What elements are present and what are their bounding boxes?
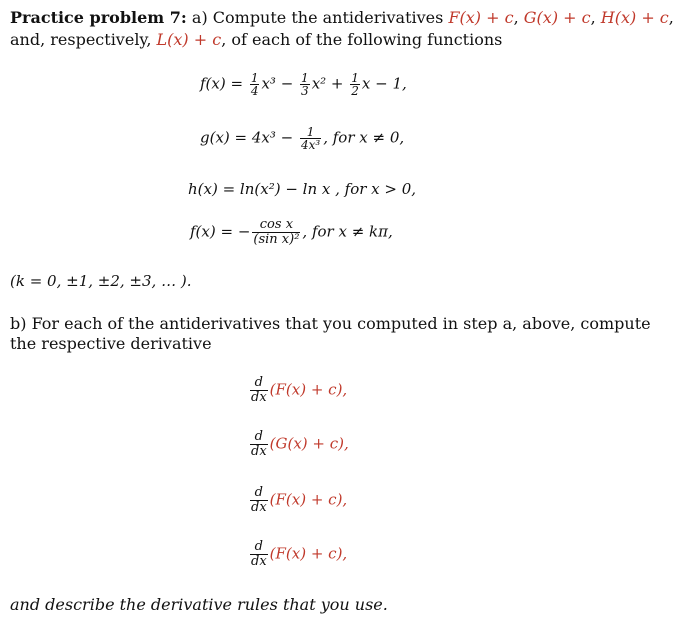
fraction <box>300 72 310 97</box>
eq1-lhs: f(x) = <box>200 74 248 93</box>
problem-statement-line1 <box>10 8 674 28</box>
part-b-line2: the respective derivative <box>10 334 212 353</box>
derivative-1 <box>248 376 347 405</box>
L-symbol: L(x) + c <box>156 30 222 49</box>
fraction-den: dx <box>251 500 267 515</box>
fraction <box>250 72 260 97</box>
fraction-den: 2 <box>351 84 359 98</box>
fraction-den: dx <box>251 444 267 459</box>
fraction-den: (sin x)² <box>253 232 300 247</box>
fraction-num: d <box>250 540 268 555</box>
d-dx-fraction <box>250 540 268 569</box>
line2-prefix: and, respectively, <box>10 30 157 49</box>
fraction <box>252 218 300 247</box>
separator: , <box>513 8 524 27</box>
equation-f2 <box>190 218 393 247</box>
part-b-line1: b) For each of the antiderivatives that you computed in step a, above, compute <box>10 314 651 333</box>
fraction-den: dx <box>251 390 267 405</box>
problem-label: Practice problem 7: <box>10 8 187 27</box>
fraction-num: cos x <box>252 218 300 233</box>
eq1-term: x − 1, <box>361 74 407 93</box>
eq1-term: x³ − <box>261 74 299 93</box>
eq2-rhs: , for x ≠ 0, <box>323 128 405 147</box>
line1-prefix: a) Compute the antiderivatives <box>186 8 449 27</box>
fraction-num: d <box>250 376 268 391</box>
k-note: (k = 0, ±1, ±2, ±3, … ). <box>10 272 192 290</box>
fraction-num: d <box>250 430 268 445</box>
derivative-3 <box>248 486 347 515</box>
derivative-expr: (F(x) + c), <box>269 544 348 563</box>
closing-instruction: and describe the derivative rules that you use. <box>10 595 388 614</box>
eq2-lhs: g(x) = 4x³ − <box>200 128 298 147</box>
fraction-num: 1 <box>250 71 259 85</box>
d-dx-fraction <box>250 486 268 515</box>
fraction-den: dx <box>251 554 267 569</box>
fraction-den: 4 <box>250 84 259 98</box>
fraction <box>350 72 360 97</box>
problem-statement-line2 <box>10 30 502 50</box>
F-symbol: F(x) + c <box>448 8 514 27</box>
fraction-num: 1 <box>351 71 359 85</box>
fraction-den: 3 <box>301 84 309 98</box>
derivative-expr: (G(x) + c), <box>269 434 349 453</box>
line2-suffix: , of each of the following functions <box>221 30 503 49</box>
fraction <box>300 126 321 151</box>
G-symbol: G(x) + c <box>523 8 591 27</box>
d-dx-fraction <box>250 430 268 459</box>
fraction-num: 1 <box>300 126 321 139</box>
fraction-num: 1 <box>301 71 309 85</box>
equation-h <box>188 180 416 198</box>
eq3-text: h(x) = ln(x²) − ln x , for x > 0, <box>188 180 417 198</box>
equation-f <box>200 72 407 97</box>
H-symbol: H(x) + c <box>600 8 669 27</box>
separator: , <box>668 8 674 27</box>
eq4-lhs: f(x) = − <box>190 222 251 241</box>
d-dx-fraction <box>250 376 268 405</box>
derivative-expr: (F(x) + c), <box>269 490 348 509</box>
separator: , <box>590 8 601 27</box>
derivative-2 <box>248 430 349 459</box>
equation-g <box>200 126 404 151</box>
derivative-expr: (F(x) + c), <box>269 380 348 399</box>
derivative-4 <box>248 540 347 569</box>
eq1-term: x² + <box>311 74 349 93</box>
fraction-num: d <box>250 486 268 501</box>
fraction-den: 4x³ <box>301 138 321 152</box>
eq4-rhs: , for x ≠ kπ, <box>302 222 393 241</box>
